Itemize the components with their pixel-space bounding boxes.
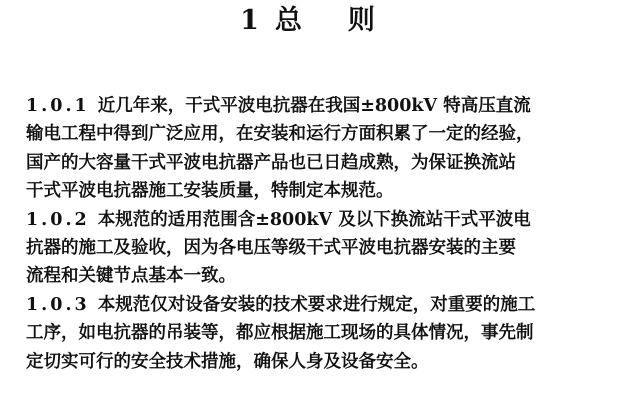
chapter-number: 1 [240, 5, 261, 36]
chapter-title-part2: 则 [347, 5, 377, 36]
clause-text: 本规范的适用范围含±800kV 及以下换流站干式平波电 [97, 209, 531, 230]
clause-number: 1.0.1 [26, 96, 90, 116]
clause-line: 国产的大容量干式平波电抗器产品也已日趋成熟，为保证换流站 [26, 152, 516, 173]
clause-line [26, 206, 606, 234]
clause-line: 定切实可行的安全技术措施，确保人身及设备安全。 [26, 351, 429, 372]
clause-line: 流程和关键节点基本一致。 [26, 266, 236, 287]
chapter-title-part1: 总 [274, 5, 304, 36]
clause-number: 1.0.3 [26, 294, 90, 315]
clause-line: 输电工程中得到广泛应用，在安装和运行方面积累了一定的经验， [26, 124, 534, 145]
clause-text: 本规范仅对设备安装的技术要求进行规定，对重要的施工 [97, 294, 536, 315]
chapter-title [0, 4, 617, 38]
clause-number: 1.0.2 [26, 209, 90, 230]
clause-line: 抗器的施工及验收，因为各电压等级干式平波电抗器安装的主要 [26, 238, 516, 259]
clause-line: 工序，如电抗器的吊装等，都应根据施工现场的具体情况，事先制 [26, 323, 534, 344]
clause-line: 干式平波电抗器施工安装质量，特制定本规范。 [26, 181, 394, 202]
clause-list [26, 92, 606, 376]
clause-1-0-1 [26, 92, 606, 206]
clause-1-0-2 [26, 206, 606, 291]
clause-line [26, 291, 606, 319]
clause-line [26, 92, 606, 120]
clause-text: 近几年来，干式平波电抗器在我国±800kV 特高压直流 [97, 96, 531, 116]
clause-1-0-3 [26, 291, 606, 376]
